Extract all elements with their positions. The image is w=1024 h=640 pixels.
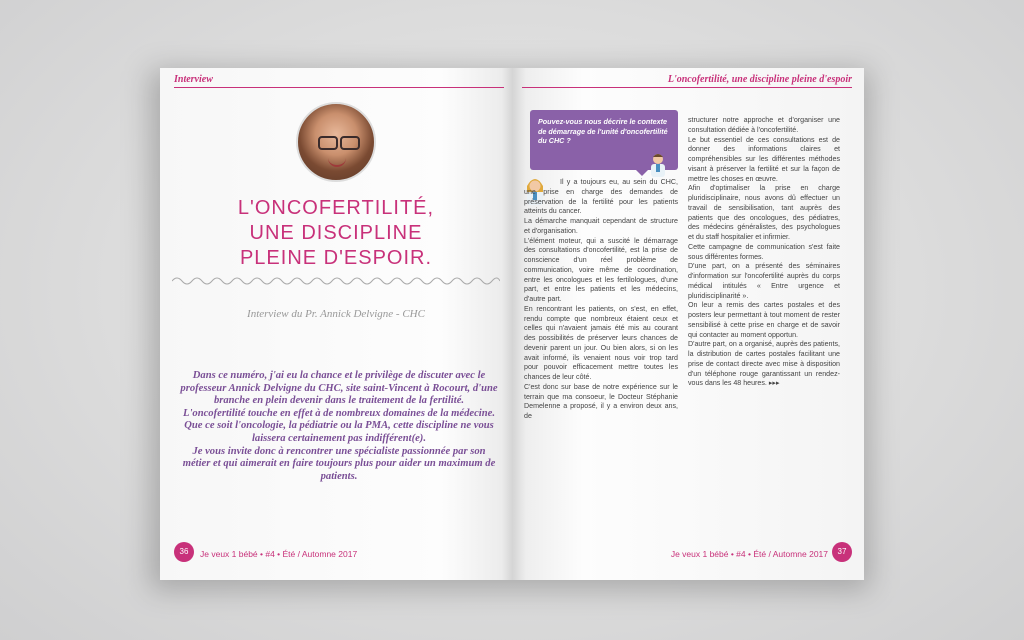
paragraph: D'autre part, on a organisé, auprès des patients, la distribution de cartes postales facilitant une prise de contact directe avec mise à disposition d'un téléphone rouge garantissant un rendez-vous dans les 48 heures. ▸▸▸ (688, 340, 840, 388)
glasses-left (318, 136, 338, 150)
paragraph: structurer notre approche et d'organiser une consultation dédiée à l'oncofertilité. (688, 116, 840, 134)
page-number: 36 (174, 542, 194, 562)
footer-text: Je veux 1 bébé • #4 • Été / Automne 2017 (670, 549, 828, 559)
title-line: UNE DISCIPLINE (249, 222, 423, 244)
header-rule (522, 87, 852, 88)
paragraph: L'élément moteur, qui a suscité le démarrage des consultations d'oncofertilité, est la prise de conscience d'un réel problème de communication, voire même de coordination, entre les oncologues et les fertilologues, d'une part, et entre les patients et les médecins, d'autre part. (524, 236, 678, 303)
page-number: 37 (832, 542, 852, 562)
intro-paragraph: Dans ce numéro, j'ai eu la chance et le privilège de discuter avec le professeur Annick Delvigne du CHC, site saint-Vincent à Rocourt, d'une branche en plein devenir dans le traitement de la fertilité. (180, 370, 498, 407)
paragraph: D'une part, on a présenté des séminaires d'information sur l'oncofertilité auprès du corps médical intitulés « Entre urgence et pluridisciplinarité ». (688, 262, 840, 300)
article-title (160, 196, 512, 271)
paragraph: Le but essentiel de ces consultations est de donner des informations claires et compréhensibles sur les différentes méthodes visant à préserver la fertilité et sur la façon de mettre les choses en œuvre. (688, 135, 840, 183)
paragraph: Afin d'optimaliser la prise en charge pluridisciplinaire, nous avons dû effectuer un travail de sensibilisation, tant auprès des patients que des oncologues, des pédiatres, des médecins généralistes, des psychologues et du staff hospitalier et infirmier. (688, 184, 840, 241)
section-label: Interview (174, 74, 213, 85)
title-line: PLEINE D'ESPOIR. (239, 247, 433, 269)
intro-text (178, 370, 500, 483)
byline: Interview du Pr. Annick Delvigne - CHC (247, 308, 425, 320)
right-page (512, 68, 864, 580)
paragraph: La démarche manquait cependant de structure et d'organisation. (524, 217, 678, 235)
portrait-photo (296, 102, 376, 182)
paragraph: C'est donc sur base de notre expérience sur le terrain que ma consoeur, le Docteur Stéphanie Demelenne a proposé, il y a environ deux ans, de (524, 382, 678, 420)
wavy-divider (172, 273, 500, 289)
intro-paragraph: L'oncofertilité touche en effet à de nombreux domaines de la médecine. Que ce soit l'oncologie, la pédiatrie ou la PMA, cette discipline ne vous laissera certainement pas indifférent(e). (183, 407, 495, 444)
paragraph: Il y a toujours eu, au sein du CHC, une prise en charge des demandes de préservation de la fertilité pour les patients atteints du cancer. (524, 178, 678, 216)
paragraph: En rencontrant les patients, on s'est, en effet, rendu compte que nombreux étaient ceux et celles qui n'avaient jamais été mis au courant des possibilités de préserver leurs chances de devenir parent un jour. Ou bien alors, si on les avait informé, ils venaient nous voir trop tard pour pouvoir efficacement mettre toutes les chances de leur côté. (524, 304, 678, 381)
running-header: L'oncofertilité, une discipline pleine d'espoir (667, 74, 852, 85)
paragraph: Cette campagne de communication s'est faite sous différentes formes. (688, 242, 840, 261)
intro-paragraph: Je vous invite donc à rencontrer une spécialiste passionnée par son métier et qui aimerait en faire toujours plus pour aider un maximum de patients. (182, 445, 496, 482)
cartoon-doctor-man (648, 152, 668, 178)
text-column-2 (688, 116, 840, 389)
text-column-1 (524, 178, 678, 422)
left-page (160, 68, 512, 580)
title-line: L'ONCOFERTILITÉ, (237, 197, 435, 219)
header-rule (174, 87, 504, 88)
question-box: Pouvez-vous nous décrire le contexte de démarrage de l'unité d'oncofertilité du CHC ? (530, 110, 678, 170)
glasses-right (340, 136, 360, 150)
paragraph: On leur a remis des cartes postales et des posters leur permettant à tout moment de rester sensibilisé à cette prise en charge et de savoir qui contacter au moment opportun. (688, 301, 840, 339)
footer-text: Je veux 1 bébé • #4 • Été / Automne 2017 (200, 549, 358, 559)
smile (328, 158, 346, 167)
